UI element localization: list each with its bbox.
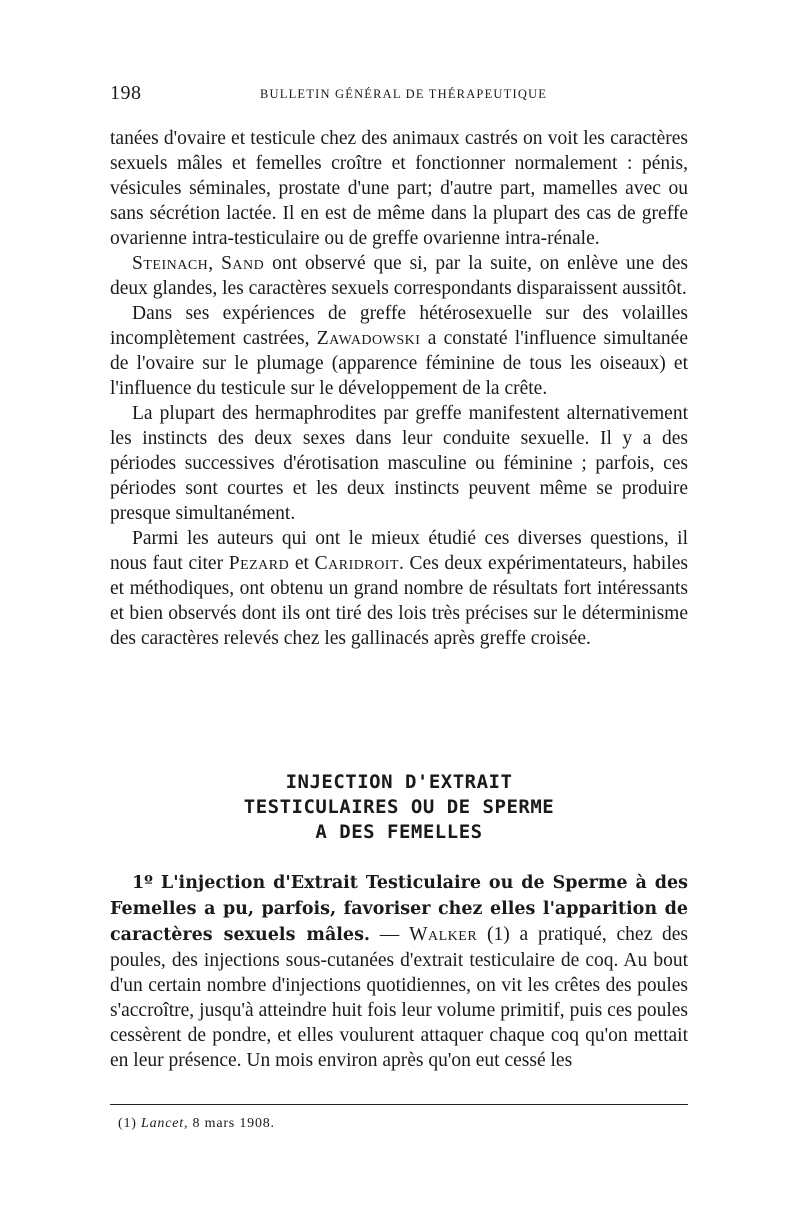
paragraph-text: et (289, 553, 315, 574)
subsection-lead: 1º L'injection d'Extrait Testiculaire ou de Sperme à des Femelles a pu, parfois, favoriser chez elles l'apparition de caractères sexuels mâles. (110, 873, 688, 945)
paragraph-text: Parmi les auteurs qui ont le mieux étudié ces diverses questions, il nous faut citer (110, 528, 688, 574)
footnote (118, 1116, 678, 1132)
paragraph-3 (110, 301, 688, 401)
author-name: Caridroit (314, 553, 400, 574)
dash: — (370, 924, 410, 945)
page-number: 198 (110, 82, 142, 104)
author-name: Walker (409, 924, 478, 945)
subsection-paragraph (110, 870, 688, 1073)
section-heading-line: TESTICULAIRES OU DE SPERME (243, 796, 555, 818)
paragraph-text: a constaté l'influence simultanée de l'ovaire sur le plumage (apparence féminine de tous les oiseaux) et l'influence du testicule sur le développement de la crête. (110, 328, 688, 399)
subsection (110, 870, 688, 1073)
author-name: Sand (221, 253, 265, 274)
footnote-source: Lancet (141, 1116, 184, 1131)
section-heading-line: A DES FEMELLES (315, 821, 483, 843)
paragraph-text: (1) a pratiqué, chez des poules, des injections sous-cutanées d'extrait testiculaire de coq. Au bout d'un certain nombre d'injections quotidiennes, on vit les crêtes des poules s'accroître, jusqu'à atteindre huit fois leur volume primitif, puis ces poules cessèrent de pondre, et elles voulurent attaquer chaque coq qu'on mettait en leur présence. Un mois environ après qu'on eut cessé les (110, 924, 689, 1071)
footnote-divider (110, 1104, 688, 1105)
paragraph-text: . Ces deux expérimentateurs, habiles et méthodiques, ont obtenu un grand nombre de résultats fort intéressants et bien observés dont ils ont tiré des lois très précises sur le déterminisme des caractères relevés chez les gallinacés après greffe croisée. (110, 553, 689, 649)
paragraph-4: La plupart des hermaphrodites par greffe manifestent alternativement les instincts des deux sexes dans leur conduite sexuelle. Il y a des périodes successives d'érotisation masculine ou féminine ; parfois, ces périodes sont courtes et les deux instincts peuvent même se produire presque simultanément. (110, 403, 688, 524)
footnote-marker: (1) (118, 1116, 142, 1131)
page-header (110, 82, 688, 108)
footnote-date: , 8 mars 1908. (183, 1116, 275, 1131)
paragraph-5 (110, 526, 688, 651)
paragraph-text: ont observé que si, par la suite, on enlève une des deux glandes, les caractères sexuels correspondants disparaissent aussitôt. (110, 253, 688, 299)
paragraph-2 (110, 251, 688, 301)
paragraph-1: tanées d'ovaire et testicule chez des animaux castrés on voit les caractères sexuels mâles et femelles croître et fonctionner normalement : pénis, vésicules séminales, prostate d'une part; d'autre part, mamelles avec ou sans sécrétion lactée. Il en est de même dans la plupart des cas de greffe ovarienne intra-testiculaire ou de greffe ovarienne intra-rénale. (110, 128, 688, 249)
paragraph-text: Dans ses expériences de greffe hétérosexuelle sur des volailles incomplètement castrées, (110, 303, 688, 349)
author-name: Zawadowski (316, 328, 421, 349)
author-name: Steinach (132, 253, 209, 274)
running-title: BULLETIN GÉNÉRAL DE THÉRAPEUTIQUE (260, 87, 548, 101)
section-heading (110, 770, 688, 845)
author-name: Pezard (228, 553, 290, 574)
separator: , (208, 253, 222, 274)
section-heading-line: INJECTION D'EXTRAIT (285, 771, 513, 793)
body-text (110, 126, 688, 651)
